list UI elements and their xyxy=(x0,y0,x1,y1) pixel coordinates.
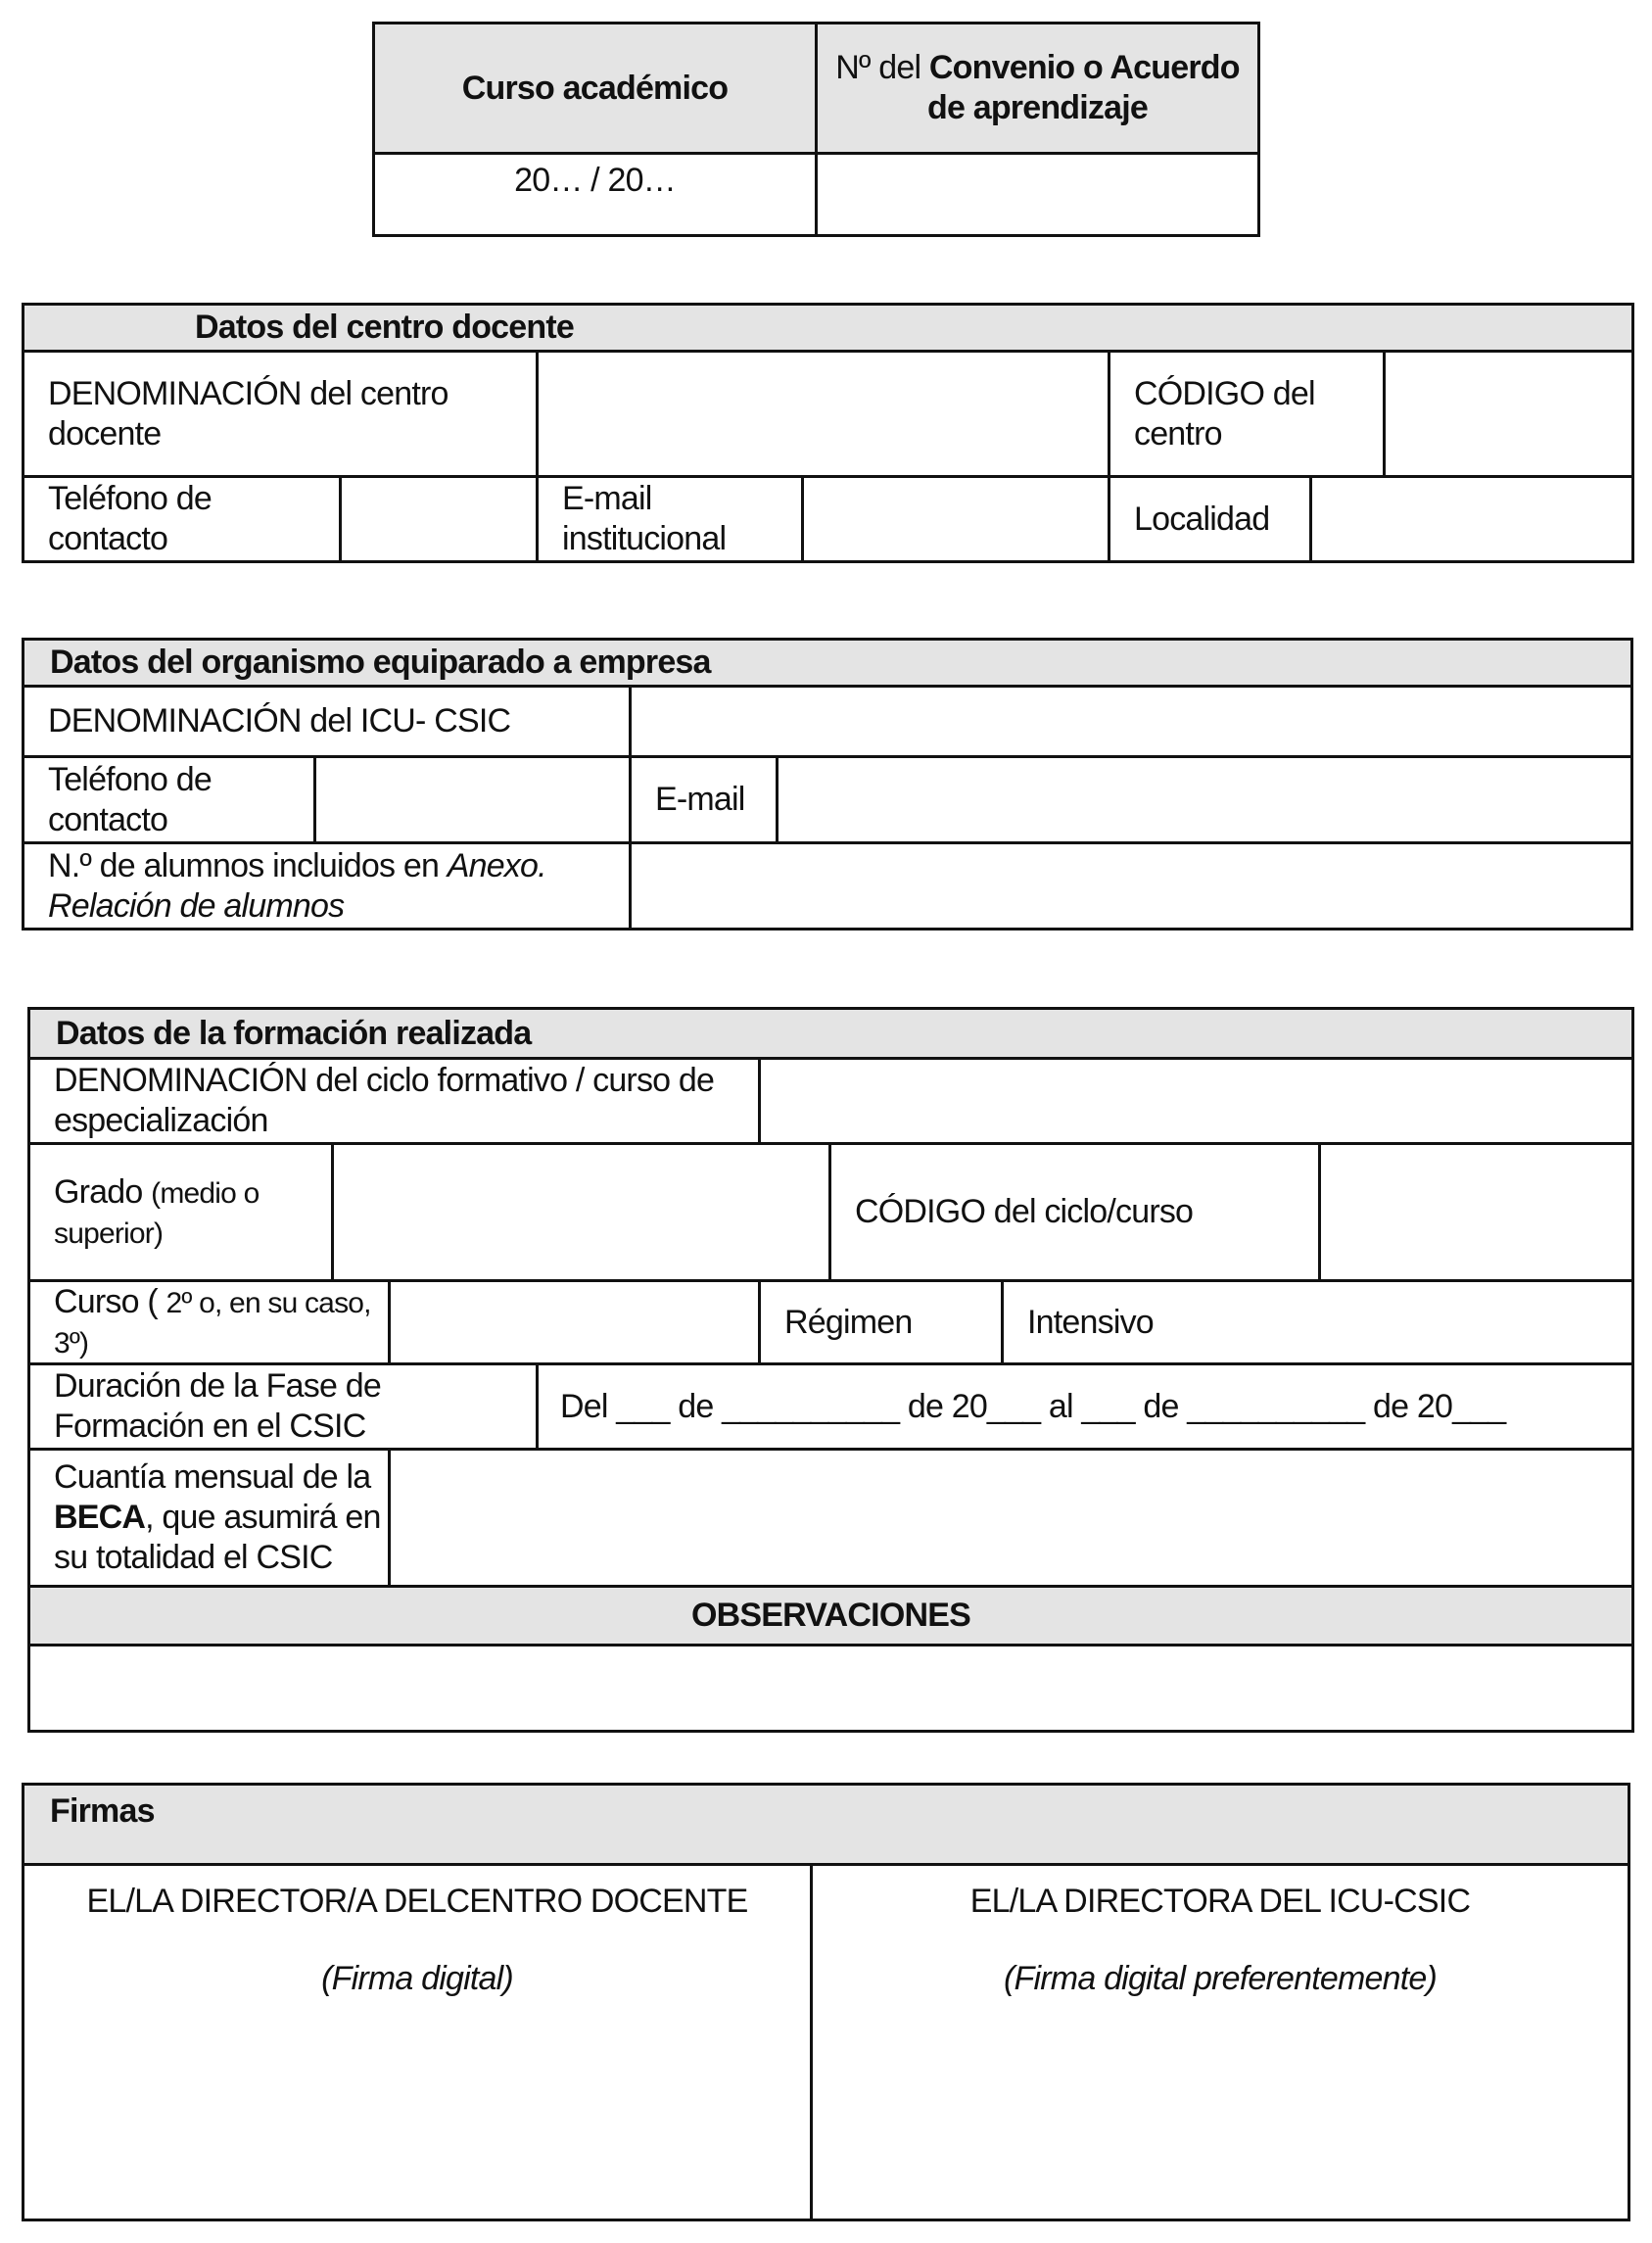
localidad-label: Localidad xyxy=(1109,477,1311,562)
centro-docente-table xyxy=(22,303,1634,563)
firma-directora-icu-title: EL/LA DIRECTORA DEL ICU-CSIC xyxy=(969,1883,1471,1920)
duracion-value[interactable]: Del ___ de __________ de 20___ al ___ de __________ de 20___ xyxy=(538,1364,1633,1450)
organismo-title: Datos del organismo equiparado a empresa xyxy=(24,640,1632,687)
denominacion-ciclo-value[interactable] xyxy=(760,1059,1633,1144)
codigo-ciclo-value[interactable] xyxy=(1320,1144,1633,1281)
regimen-value[interactable]: Intensivo xyxy=(1003,1281,1633,1364)
organismo-table xyxy=(22,638,1633,931)
codigo-ciclo-label: CÓDIGO del ciclo/curso xyxy=(830,1144,1320,1281)
firma-director-centro-sub: (Firma digital) xyxy=(321,1959,513,1997)
firma-directora-icu[interactable] xyxy=(812,1865,1629,2220)
firma-director-centro-title: EL/LA DIRECTOR/A DELCENTRO DOCENTE xyxy=(86,1883,748,1920)
curso-small: 2º o, en su caso, 3º) xyxy=(54,1287,371,1360)
firmas-table xyxy=(22,1783,1630,2221)
denominacion-centro-label: DENOMINACIÓN del centro docente xyxy=(24,352,538,477)
formacion-title: Datos de la formación realizada xyxy=(29,1009,1633,1059)
denominacion-icu-value[interactable] xyxy=(631,687,1632,757)
denominacion-icu-label: DENOMINACIÓN del ICU- CSIC xyxy=(24,687,631,757)
localidad-value[interactable] xyxy=(1311,477,1633,562)
email-centro-label: E-mail institucional xyxy=(538,477,803,562)
beca-bold: BECA xyxy=(54,1499,146,1537)
curso-convenio-table xyxy=(372,22,1260,237)
duracion-label: Duración de la Fase de Formación en el CSIC xyxy=(29,1364,538,1450)
beca-prefix: Cuantía mensual de la xyxy=(54,1458,371,1497)
observaciones-header: OBSERVACIONES xyxy=(29,1587,1633,1646)
num-alumnos-value[interactable] xyxy=(631,843,1632,930)
beca-suffix: , que asumirá en su totalidad el CSIC xyxy=(54,1499,381,1576)
convenio-header xyxy=(817,24,1259,154)
codigo-centro-label: CÓDIGO del centro xyxy=(1109,352,1385,477)
grado-value[interactable] xyxy=(333,1144,830,1281)
firmas-title: Firmas xyxy=(24,1785,1629,1865)
codigo-centro-value[interactable] xyxy=(1385,352,1633,477)
grado-small: (medio o superior) xyxy=(54,1176,260,1250)
num-alumnos-label xyxy=(24,843,631,930)
telefono-organismo-label: Teléfono de contacto xyxy=(24,757,315,843)
observaciones-value[interactable] xyxy=(29,1646,1633,1732)
curso-label xyxy=(29,1281,390,1364)
grado-label xyxy=(29,1144,333,1281)
email-organismo-value[interactable] xyxy=(778,757,1632,843)
curso-academico-header: Curso académico xyxy=(374,24,817,154)
convenio-bold: Convenio o Acuerdo de aprendizaje xyxy=(927,49,1240,126)
formacion-table xyxy=(27,1007,1634,1733)
curso-academico-value[interactable]: 20… / 20… xyxy=(374,154,817,236)
telefono-centro-value[interactable] xyxy=(341,477,538,562)
curso-text: Curso ( xyxy=(54,1283,158,1321)
denominacion-centro-value[interactable] xyxy=(538,352,1109,477)
firma-directora-icu-sub: (Firma digital preferentemente) xyxy=(1004,1959,1437,1997)
grado-text: Grado xyxy=(54,1172,143,1211)
num-alumnos-prefix: N.º de alumnos incluidos en xyxy=(48,846,448,884)
regimen-label: Régimen xyxy=(760,1281,1003,1364)
denominacion-ciclo-label: DENOMINACIÓN del ciclo formativo / curso de especialización xyxy=(29,1059,760,1144)
email-centro-value[interactable] xyxy=(803,477,1109,562)
telefono-organismo-value[interactable] xyxy=(315,757,631,843)
beca-value[interactable] xyxy=(390,1450,1633,1587)
curso-value[interactable] xyxy=(390,1281,760,1364)
email-organismo-label: E-mail xyxy=(631,757,778,843)
centro-docente-title: Datos del centro docente xyxy=(24,305,1633,352)
convenio-value[interactable] xyxy=(817,154,1259,236)
num-alumnos-italic: Anexo. Relación de alumnos xyxy=(48,846,546,925)
firma-director-centro[interactable] xyxy=(24,1865,812,2220)
telefono-centro-label: Teléfono de contacto xyxy=(24,477,341,562)
convenio-prefix: Nº del xyxy=(835,49,929,87)
beca-label xyxy=(29,1450,390,1587)
